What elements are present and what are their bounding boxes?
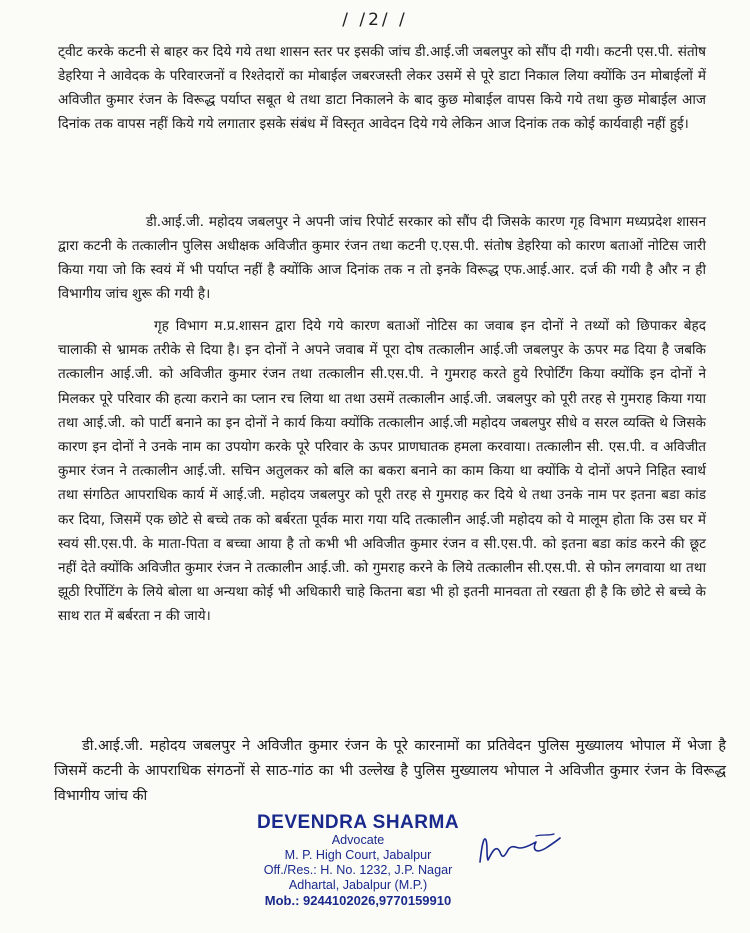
handwritten-signature-icon bbox=[474, 822, 564, 872]
stamp-mobile: Mob.: 9244102026,9770159910 bbox=[264, 893, 452, 908]
stamp-title: Advocate bbox=[331, 833, 385, 847]
stamp-address-line2: Adhartal, Jabalpur (M.P.) bbox=[288, 878, 428, 892]
paragraph-4: डी.आई.जी. महोदय जबलपुर ने अविजीत कुमार रंजन के पूरे कारनामों का प्रतिवेदन पुलिस मुख्यालय भोपाल में भेजा है जिसमें कटनी के आपराधिक संगठनों से साठ-गांठ का भी उल्लेख है पुलिस मुख्यालय भोपाल ने अविजीत कुमार रंजन के विरूद्ध विभागीय जांच की bbox=[54, 738, 726, 804]
paragraph-1: ट्वीट करके कटनी से बाहर कर दिये गये तथा शासन स्तर पर इसकी जांच डी.आई.जी जबलपुर को सौंप दी गयी। कटनी एस.पी. संतोष डेहरिया ने आवेदक के परिवारजनों व रिश्तेदारों का मोबाईल जबरजस्ती लेकर उसमें से पूरे डाटा निकाल लिया क्योंकि उन मोबाईलों में अविजीत कुमार रंजन के विरूद्ध पर्याप्त सबूत थे तथा डाटा निकालने के बाद कुछ मोबाईल वापस किये गये तथा कुछ मोबाईल आज दिनांक तक वापस नहीं किये गये लगातार इसके संबंध में विस्तृत आवेदन दिये गये लेकिन आज दिनांक तक कोई कार्यवाही नहीं हुई। bbox=[58, 44, 707, 132]
stamp-address-line1: Off./Res.: H. No. 1232, J.P. Nagar bbox=[263, 863, 453, 877]
advocate-stamp bbox=[238, 813, 478, 908]
stamp-court: M. P. High Court, Jabalpur bbox=[284, 848, 432, 862]
stamp-name: DEVENDRA SHARMA bbox=[256, 812, 460, 833]
paragraph-3: गृह विभाग म.प्र.शासन द्वारा दिये गये कारण बताओं नोटिस का जवाब इन दोनों ने तथ्यों को छिपाकर बेहद चालाकी से भ्रामक तरीके से दिया है। इन दोनों ने अपने जवाब में पूरा दोष तत्कालीन आई.जी जबलपुर के ऊपर मढ दिया है जबकि तत्कालीन आई.जी. को अविजीत कुमार रंजन तथा तत्कालीन सी.एस.पी. ने गुमराह करते हुये रिपोर्टिंग किया क्योंकि इन दोनों ने मिलकर पूरे परिवार की हत्या कराने का प्लान रच लिया था तथा उसमें तत्कालीन आई.जी. जबलपुर को पूरी तरह से गुमराह किया गया तथा आई.जी. को पार्टी बनाने का इन दोनों ने कार्य किया क्योंकि तत्कालीन आई.जी महोदय जबलपुर सीधे व सरल व्यक्ति थे जिसके कारण इन दोनों ने उनके नाम का उपयोग करके पूरे परिवार के ऊपर प्राणघातक हमला करवाया। तत्कालीन सी. एस.पी. व अविजीत कुमार रंजन ने तत्कालीन आई.जी. सचिन अतुलकर को बलि का बकरा बनाने का काम किया था क्योंकि ये दोनों अपने निहित स्वार्थ तथा संगठित आपराधिक कार्य में आई.जी. महोदय जबलपुर को पूरी तरह से गुमराह कर दिये थे तथा उनके नाम पर इतना बडा कांड कर दिया, जिसमें एक छोटे से बच्चे तक को बर्बरता पूर्वक मारा गया यदि तत्कालीन आई.जी महोदय को ये मालूम होता कि उस घर में स्वयं सी.एस.पी. के माता-पिता व बच्चा आया है तो कभी भी अविजीत कुमार रंजन व सी.एस.पी. को इतना बडा कांड करने की छूट नहीं देते क्योंकि अविजीत कुमार रंजन ने तत्कालीन आई.जी. को गुमराह करने के लिये तत्कालीन सी.एस.पी. से फोन लगवाया था तथा झूठी रिर्पोटिंग के लिये बोला था अन्यथा कोई भी अधिकारी चाहे कितना बडा भी हो इतनी मानवता तो रखता ही है कि छोटे से बच्चे के साथ रात में बर्बरता न की जाये। bbox=[58, 318, 706, 625]
page-number: / /2/ / bbox=[342, 10, 408, 30]
paragraph-2: डी.आई.जी. महोदय जबलपुर ने अपनी जांच रिपोर्ट सरकार को सौंप दी जिसके कारण गृह विभाग मध्यप्रदेश शासन द्वारा कटनी के तत्कालीन पुलिस अधीक्षक अविजीत कुमार रंजन तथा कटनी ए.एस.पी. संतोष डेहरिया को कारण बताओं नोटिस जारी किया गया जो कि स्वयं में भी पर्याप्त नहीं है क्योंकि आज दिनांक तक न तो इनके विरूद्ध एफ.आई.आर. दर्ज की गयी है और न ही विभागीय जांच शुरू की गयी है। bbox=[58, 214, 706, 302]
